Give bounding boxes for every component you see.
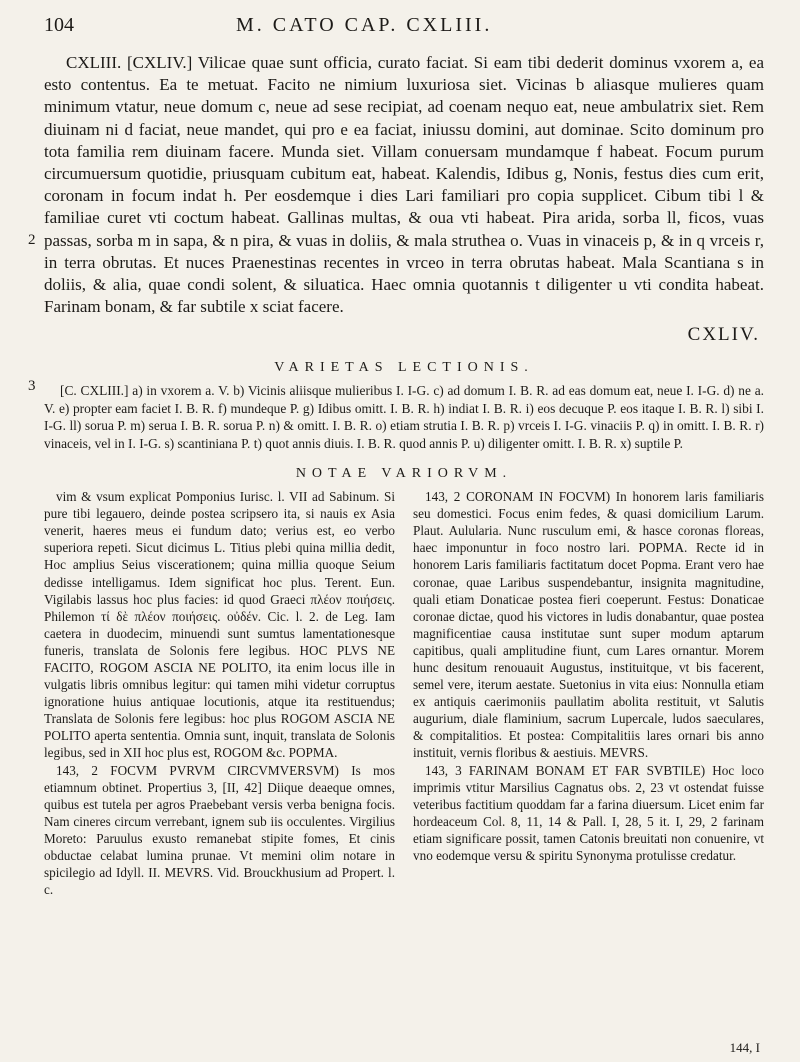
catchword: 144, I bbox=[729, 1040, 760, 1055]
next-chapter-heading: CXLIV. bbox=[687, 324, 760, 346]
note: vim & vsum explicat Pomponius Iurisc. l. VII ad Sabinum. Si pure tibi legauero, deinde postea scripsero ita, si nauis ex Asia venerit, haeres meus ei fundum dato; verius est, eo verbo superiora repeti. Sicut dicimus L. Titius plebi quina millia dedit, Hoc amplius Seius viscerationem; quina millia quoque Seium dedisse intelligamus. Idem significat hoc plus. Terent. Eun. Vigilabis lassus hoc plus facies: id quod Graeci πλέον ποιήσεις. Philemon τί δὲ πλέον ποιήσεις. οὐδέν. Cic. l. 2. de Leg. Iam caetera in duodecim, minuendi sunt sumtus lamentationesque funeris, translata de Solonis fere legibus. HOC PLVS NE FACITO, ROGOM ASCIA NE POLITO, ita enim locus ille in vulgatis libris omnibus legitur: qui tamen mihi videtur corruptus ignoratione huius antiquae locutionis, atque ita restituendus; Translata de Solonis fere legibus: hoc plus ROGOM ASCIA NE POLITO aperta sententia. Omnia sunt, inquit, translata de Solonis legibus, sed in XII hoc plus est, ROGOM &c. POPMA. bbox=[44, 489, 395, 761]
variae-lectionis-title: VARIETAS LECTIONIS. bbox=[274, 360, 534, 376]
notae-left-column bbox=[44, 488, 395, 898]
main-paragraph: CXLIII. [CXLIV.] Vilicae quae sunt officia, curato faciat. Si eam tibi dederit dominus vxorem a, ea esto contentus. Ea te metuat. Facito ne nimium luxuriosa siet. Vicinas b aliasque mulieres quam minimum vtatur, neue domum c, neue ad sese recipiat, ad coenam nequo eat, neue ambulatrix siet. Rem diuinam ni d faciat, neue mandet, qui pro e ea faciat, iniussu domini, aut dominae. Scito dominum pro tota familia rem diuinam facere. Munda siet. Villam conuersam mundamque f habeat. Focum purum circumuersum quotidie, priusquam cubitum eat, habeat. Kalendis, Idibus g, Nonis, festus dies cum erit, coronam in focum indat h. Per eosdemque i dies Lari familiari pro copia supplicet. Cibum tibi l & familiae curet vti coctum habeat. Gallinas multas, & oua vti habeat. Pira arida, sorba ll, ficos, vuas passas, sorba m in sapa, & n pira, & vuas in doliis, & mala struthea o. Vuas in vinaceis p, & in q vrceis r, in terra obrutas. Et nuces Praenestinas recentes in vrceo in terra obrutas habeat. Mala Scantiana s in doliis, & alia, quae condi solent, & siluatica. Haec omnia quotannis t diligenter u vti condita habeat. Farinam bonam, & far subtile x sciat facere. bbox=[44, 53, 764, 317]
line-number: 2 bbox=[28, 232, 36, 248]
note: 143, 2 CORONAM IN FOCVM) In honorem laris familiaris seu domestici. Focus enim fedes, & quasi domicilium Larum. Plaut. Aulularia. Nunc rusculum emi, & hasce coronas floreas, haec imponuntur in foco nostro lari. POPMA. Recte id in honorem Laris familiaris factitatum docet Popma. Erant vero hae coronae, quae Laribus suspendebantur, insignita magnitudine, quali etiam Donaticae postea fieri coeperunt. Festus: Donaticae coronae dictae, quod his victores in ludis donabantur, quae postea magnificentiae causa institutae sunt super modum aptarum capitibus, quali amplitudine fiunt, cum Lares ornantur. Morem hunc desitum renouauit Augustus, instituitque, vt bis facerent, semel vere, iterum aestate. Suetonius in vita eius: Nonnulla etiam ex antiquis caerimoniis paullatim abolita restituit, vt Salutis augurium, diale flaminium, sacrum Lupercale, ludos saeculares, & compitalitios. Et postea: Compitalitiis lares ornari bis anno instituit, vernis floribus & aestiuis. MEVRS. bbox=[413, 489, 764, 761]
page-number: 104 bbox=[44, 14, 74, 36]
running-title: M. CATO CAP. CXLIII. bbox=[236, 14, 493, 36]
running-header bbox=[44, 14, 764, 48]
note: 143, 3 FARINAM BONAM ET FAR SVBTILE) Hoc loco imprimis vtitur Marsilius Cagnatus obs. 2, 23 vt ostendat fuisse veteribus factitium quoddam far a farina diuersum. Licet enim far hordeaceum Col. 8, 11, 14 & Pall. I, 28, 5 it. I, 29, 2 farinam etiam significare possit, tamen Catonis breuitati non conuenire, vt vno eodemque versu & spiritu Synonyma protulisse credatur. bbox=[413, 762, 764, 864]
notae-right-column bbox=[413, 488, 764, 898]
note: 143, 2 FOCVM PVRVM CIRCVMVERSVM) Is mos etiamnum obtinet. Propertius 3, [II, 42] Diique deaeque omnes, quibus est tutela per agros Praebebant versis verba benigna focis. Nam cineres circum verrebant, ignem sub iis occulentes. Virgilius Moreto: Paruulus exusto remanebat stipite fomes, Et cinis obductae celabat lumina prunae. Vt memini olim notare in spicilegio ad Idyll. II. MEVRS. Vid. Brouckhusium ad Propert. l. c. bbox=[44, 762, 395, 898]
notae-title: NOTAE VARIORVM. bbox=[295, 466, 513, 482]
line-number: 3 bbox=[28, 378, 36, 394]
notae-columns bbox=[44, 488, 764, 898]
variae-lectionis bbox=[44, 382, 764, 452]
variae-text: [C. CXLIII.] a) in vxorem a. V. b) Vicinis aliisque mulieribus I. I-G. c) ad domum I. B. R. ad eas domum eat, neue I. I-G. d) ne a. V. e) propter eam faciet I. B. R. f) mundeque P. g) Idibus omitt. I. B. R. h) indiat I. B. R. i) eos decuque P. eos itaque I. B. R. l) sibi I. I-G. ll) sorua P. m) serua I. B. R. sorua P. n) & omitt. I. B. R. o) etiam strutia I. B. R. p) vrceis I. I-G. vinaciis P. q) in omitt. I. B. R. r) vinaceis, vel in I. I-G. s) scantiniana P. t) quot annis diuis. I. B. R. quod annis P. u) diligenter omitt. I. B. R. x) suptile P. bbox=[44, 383, 764, 451]
